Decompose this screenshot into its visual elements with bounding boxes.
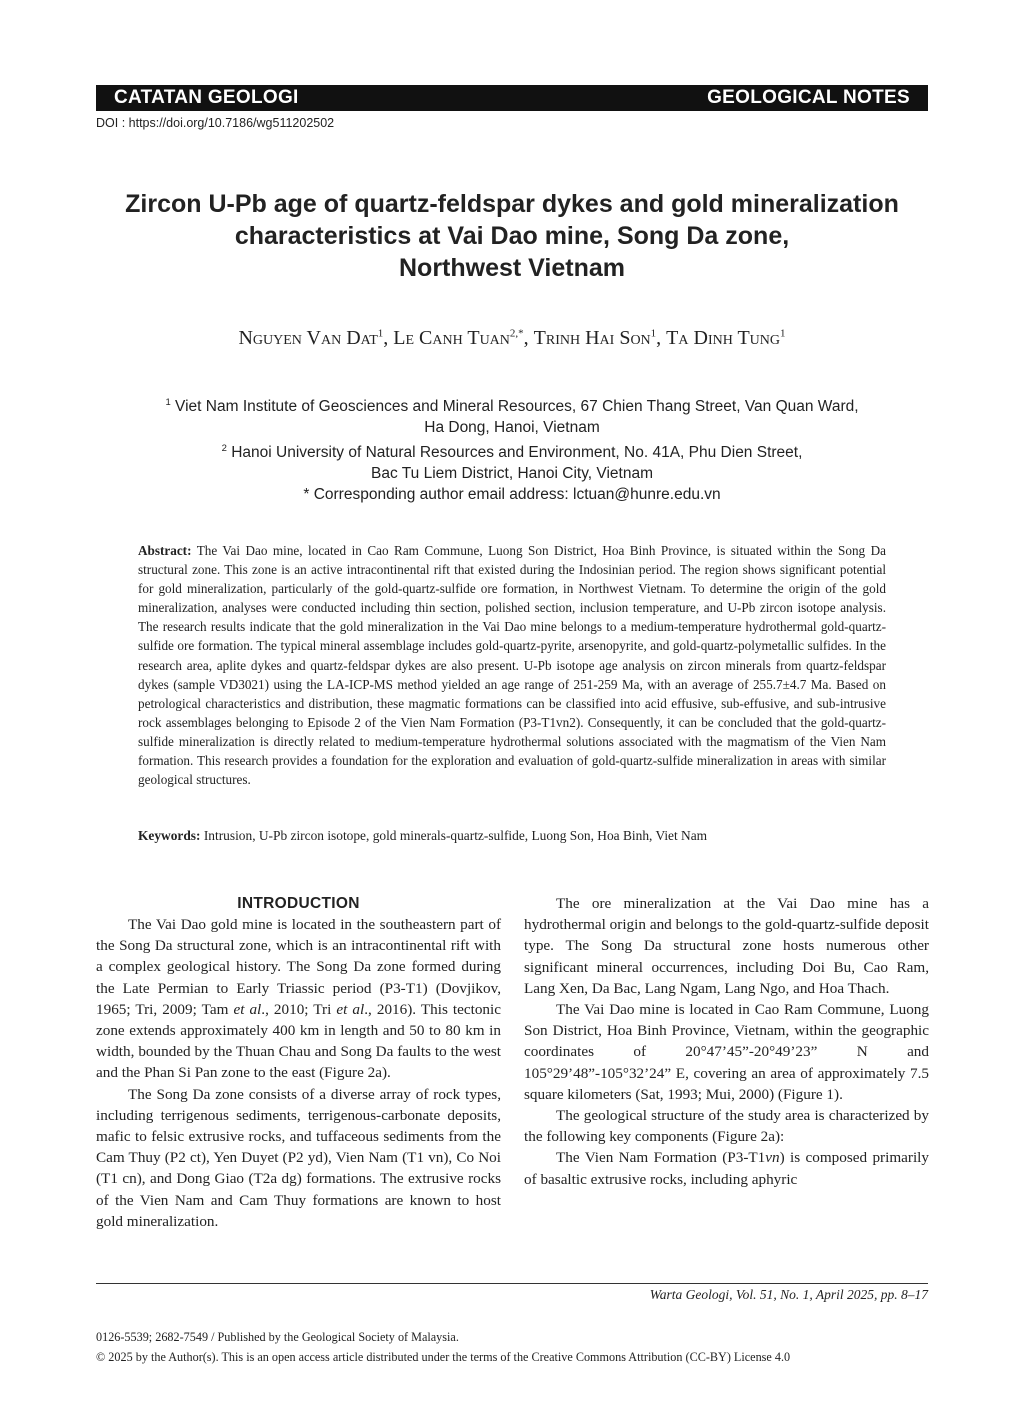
body-paragraph: The Vai Dao gold mine is located in the southeastern part of the Song Da structural zone, which is an intracontinental rift with a complex geological history. The Song Da zone formed during the Late Permian to Early Triassic period (P3-T1) (Dovjikov, 1965; Tri, 2009; Tam et al., 2010; Tri et al., 2016). This tectonic zone extends approximately 400 km in length and 50 to 80 km in width, bounded by the Thuan Chau and Song Da faults to the west and the Phan Si Pan zone to the east (Figure 2a). <box>96 916 501 1082</box>
title-line: Northwest Vietnam <box>399 254 625 282</box>
author-name: Ta Dinh Tung <box>666 327 781 349</box>
author-name: Trinh Hai Son <box>533 327 651 349</box>
footer-divider <box>96 1283 928 1284</box>
body-paragraph: The ore mineralization at the Vai Dao mine has a hydrothermal origin and belongs to the gold-quartz-sulfide deposit type. The Song Da structural zone hosts numerous other significant mineral occurrences, including Doi Bu, Cao Ram, Lang Xen, Da Bac, Lang Ngam, Lang Ngo, and Hoa Thach. <box>524 895 929 997</box>
author-affiliation-marker: 1 <box>377 327 384 340</box>
keywords <box>138 828 886 844</box>
license-notice: © 2025 by the Author(s). This is an open access article distributed under the terms of the Creative Commons Attribution (CC-BY) License 4.0 <box>96 1350 791 1364</box>
abstract-text: The Vai Dao mine, located in Cao Ram Commune, Luong Son District, Hoa Binh Province, is situated within the Song Da structural zone. This zone is an active intracontinental rift that existed during the Indosinian period. The region shows significant potential for gold mineralization, particularly of the gold-quartz-sulfide ore formation, in Northwest Vietnam. To determine the origin of the gold mineralization, analyses were conducted including thin section, polished section, inclusion temperature, and U-Pb zircon isotope analysis. The research results indicate that the gold mineralization in the Vai Dao mine belongs to a medium-temperature hydrothermal gold-quartz-sulfide ore formation. The typical mineral assemblage includes gold-quartz-pyrite, arsenopyrite, and gold-quartz-polymetallic sulfides. In the research area, aplite dykes and quartz-feldspar dykes are also present. U-Pb isotope age analysis on zircon minerals from quartz-feldspar dykes (sample VD3021) using the LA-ICP-MS method yielded an age range of 251-259 Ma, with an average of 255.7±4.7 Ma. Based on petrological characteristics and distribution, these magmatic formations can be classified into acid effusive, sub-effusive, and sub-intrusive rock assemblages belonging to Episode 2 of the Vien Nam Formation (P3-T1vn2). Consequently, it can be concluded that the gold-quartz-sulfide mineralization is directly related to medium-temperature hydrothermal solutions associated with the magmatism of the Vien Nam formation. This research provides a foundation for the exploration and evaluation of gold-quartz-sulfide mineralization in areas with similar geological structures. <box>138 543 886 788</box>
author-name: Nguyen Van Dat <box>238 327 378 349</box>
body-column-left <box>96 893 501 1232</box>
body-paragraph: The Vien Nam Formation (P3-T1vn) is composed primarily of basaltic extrusive rocks, including aphyric <box>524 1149 929 1188</box>
affiliation-1-cont: Ha Dong, Hanoi, Vietnam <box>424 419 600 437</box>
body-paragraph: The Vai Dao mine is located in Cao Ram Commune, Luong Son District, Hoa Binh Province, Vietnam, within the geographic coordinates of 20°47’45”-20°49’23” N and 105°29’48”-105°32’24” E, covering an area of approximately 7.5 square kilometers (Sat, 1993; Mui, 2000) (Figure 1). <box>524 1001 929 1103</box>
abstract-label: Abstract: <box>138 543 192 558</box>
author-name: Le Canh Tuan <box>393 327 510 349</box>
journal-reference: Warta Geologi, Vol. 51, No. 1, April 2025, pp. 8–17 <box>649 1287 928 1302</box>
title-line: characteristics at Vai Dao mine, Song Da zone, <box>234 222 790 250</box>
title-line: Zircon U-Pb age of quartz-feldspar dykes and gold mineralization <box>125 190 899 218</box>
author-list: Nguyen Van Dat$^1$, Le Canh Tuan$^{2,*}$, Trinh Hai Son$^1$, Ta Dinh Tung$^1$ <box>238 327 786 349</box>
abstract <box>138 541 886 789</box>
body-paragraph: The geological structure of the study area is characterized by the following key components (Figure 2a): <box>524 1107 929 1146</box>
corresponding-author: * Corresponding author email address: lctuan@hunre.edu.vn <box>303 486 721 504</box>
affiliations <box>80 392 944 505</box>
affiliation-1 <box>80 392 944 417</box>
section-header-bar <box>96 85 928 111</box>
body-column-right <box>524 893 929 1190</box>
section-label-english: GEOLOGICAL NOTES <box>707 87 910 108</box>
author-affiliation-marker: 1 <box>780 327 786 340</box>
affiliation-text: Viet Nam Institute of Geosciences and Mineral Resources, 67 Chien Thang Street, Van Quan Ward, <box>175 398 859 416</box>
keywords-label: Keywords: <box>138 828 201 843</box>
affiliation-marker: 1 <box>165 397 171 408</box>
affiliation-2-cont: Bac Tu Liem District, Hanoi City, Vietnam <box>371 465 653 483</box>
author-affiliation-marker: 2,* <box>509 327 524 340</box>
keywords-text: Intrusion, U-Pb zircon isotope, gold minerals-quartz-sulfide, Luong Son, Hoa Binh, Viet Nam <box>203 828 708 843</box>
affiliation-marker: 2 <box>221 443 227 455</box>
doi-link[interactable]: DOI : https://doi.org/10.7186/wg511202502 <box>96 116 335 130</box>
affiliation-text: Hanoi University of Natural Resources and Environment, No. 41A, Phu Dien Street, <box>231 444 803 462</box>
author-affiliation-marker: 1 <box>650 327 657 340</box>
section-label-malay: CATATAN GEOLOGI <box>114 87 299 108</box>
affiliation-2 <box>80 438 944 463</box>
section-heading: INTRODUCTION <box>237 895 360 912</box>
paper-title <box>80 188 944 284</box>
issn-publisher: 0126-5539; 2682-7549 / Published by the Geological Society of Malaysia. <box>96 1330 459 1344</box>
body-paragraph: The Song Da zone consists of a diverse array of rock types, including terrigenous sediments, terrigenous-carbonate deposits, mafic to felsic extrusive rocks, and tuffaceous sediments from the Cam Thuy (P2 ct), Yen Duyet (P2 yd), Vien Nam (T1 vn), Co Noi (T1 cn), and Dong Giao (T2a dg) formations. The extrusive rocks of the Vien Nam and Cam Thuy formations are known to host gold mineralization. <box>96 1085 501 1230</box>
